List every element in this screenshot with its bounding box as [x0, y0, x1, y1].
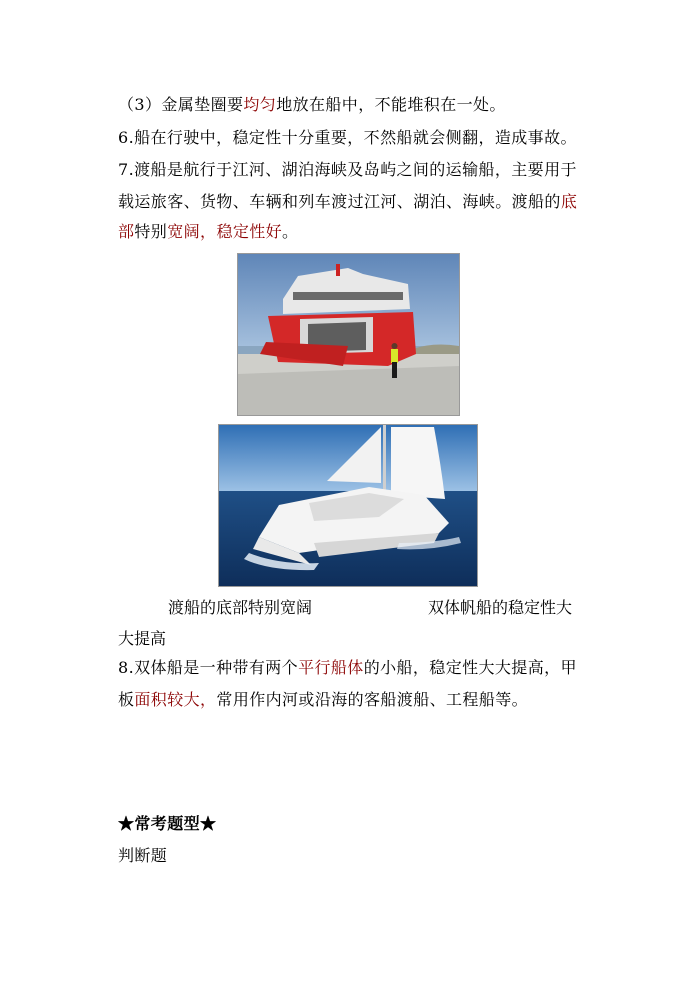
section-subtitle: 判断题: [118, 846, 168, 865]
section-title: ★常考题型★: [118, 814, 217, 833]
catamaran-illustration: [219, 425, 477, 586]
caption-continuation: 大提高: [118, 629, 167, 648]
line-5: 部特别宽阔，稳定性好。: [118, 222, 299, 241]
caption-ferry: 渡船的底部特别宽阔: [168, 598, 313, 617]
line-3: 7.渡船是航行于江河、湖泊海峡及岛屿之间的运输船，主要用于: [118, 160, 577, 179]
line-1: （3）金属垫圈要均匀地放在船中，不能堆积在一处。: [118, 95, 506, 114]
line-8a: 8.双体船是一种带有两个平行船体的小船，稳定性大大提高，甲: [118, 658, 577, 677]
highlight-even: 均匀: [243, 95, 277, 114]
ferry-illustration: [238, 254, 459, 415]
ferry-photo: [237, 253, 460, 416]
line-8b: 板面积较大，常用作内河或沿海的客船渡船、工程船等。: [118, 690, 529, 709]
caption-catamaran: 双体帆船的稳定性大: [428, 598, 573, 617]
line-2: 6.船在行驶中，稳定性十分重要，不然船就会侧翻，造成事故。: [118, 128, 577, 147]
catamaran-photo: [218, 424, 478, 587]
line-4: 载运旅客、货物、车辆和列车渡过江河、湖泊、海峡。渡船的底: [118, 192, 578, 211]
